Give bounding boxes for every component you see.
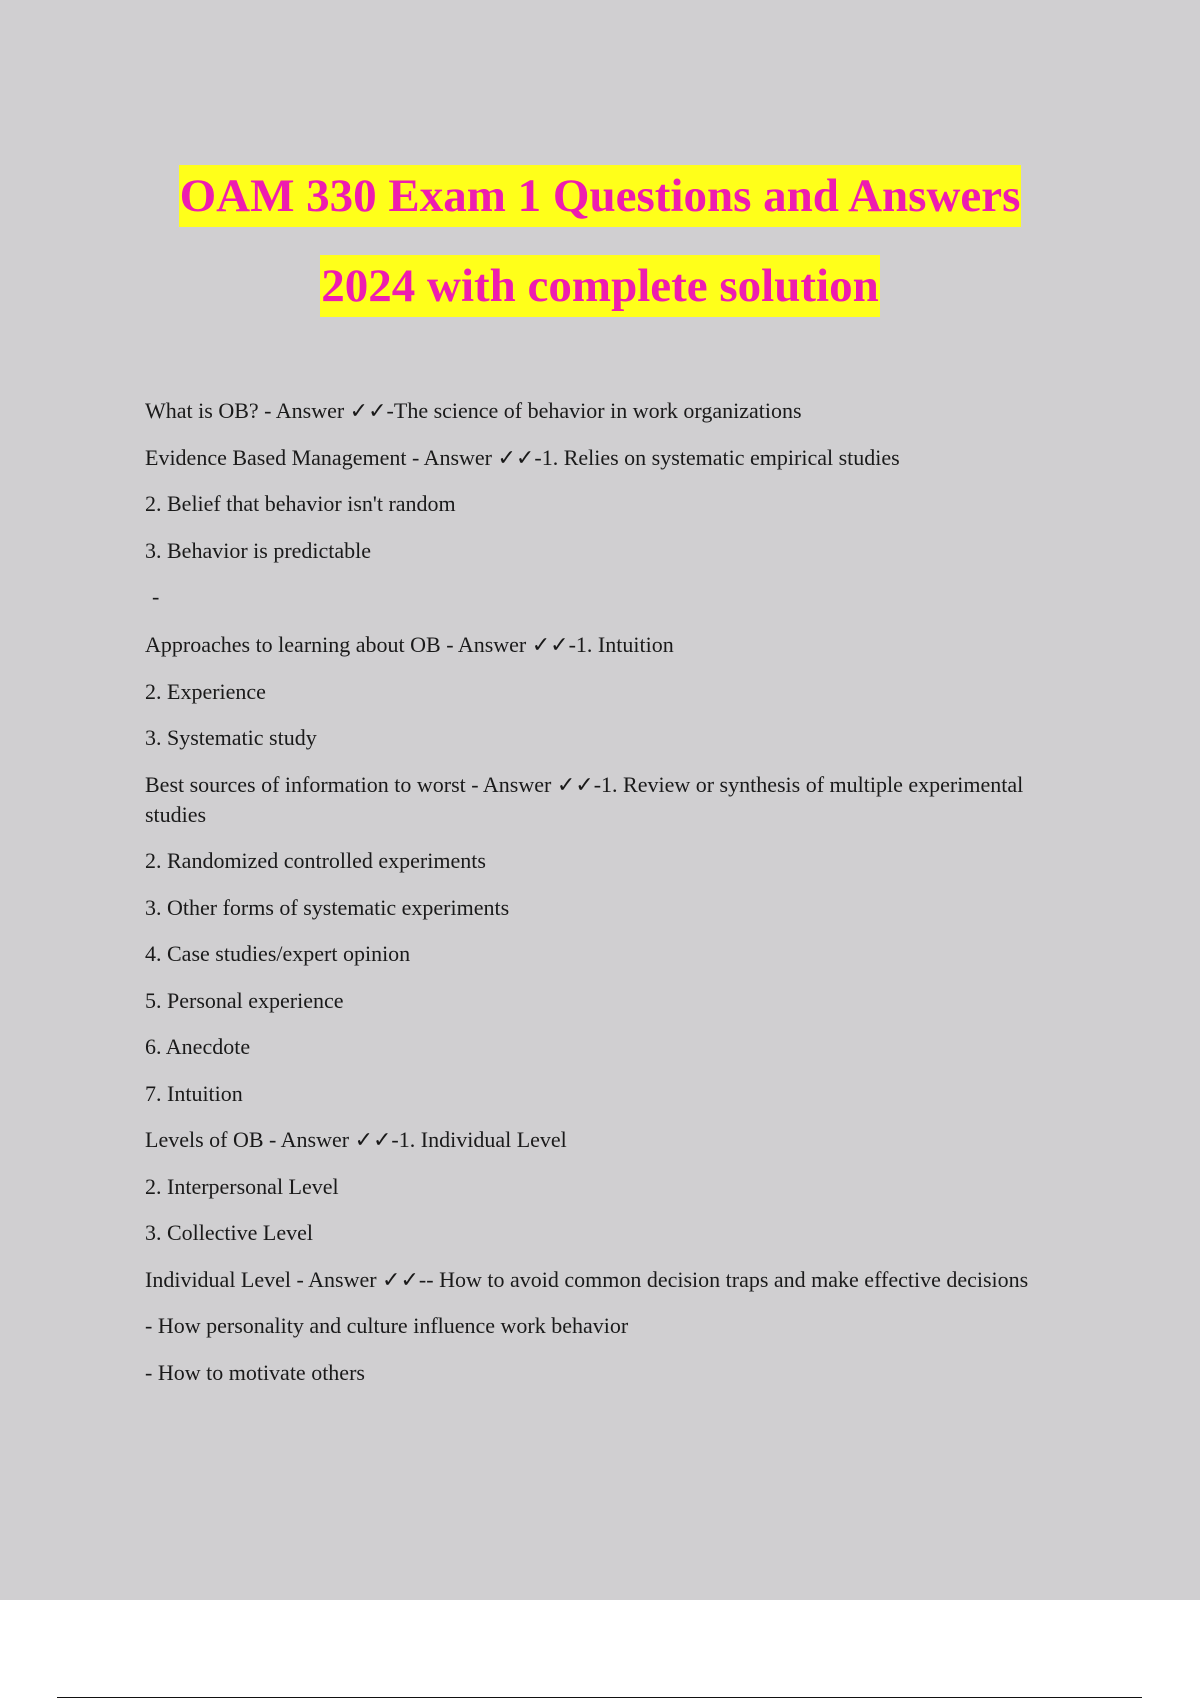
paragraph-ebm-item-2: 2. Belief that behavior isn't random xyxy=(145,491,456,516)
paragraph-individual-item-2: - How personality and culture influence work behavior xyxy=(145,1313,629,1338)
paragraph-approaches-item-3: 3. Systematic study xyxy=(145,725,317,750)
footer-divider xyxy=(57,1697,1142,1698)
title-line-2: 2024 with complete solution xyxy=(320,255,879,317)
paragraph-individual-item-3: - How to motivate others xyxy=(145,1359,365,1385)
paragraph-evidence-based-management: Evidence Based Management - Answer ✓✓-1. Relies on systematic empirical studies xyxy=(145,444,900,470)
paragraph-sources-item-4: 4. Case studies/expert opinion xyxy=(145,941,411,966)
paragraph-what-is-ob: What is OB? - Answer ✓✓-The science of behavior in work organizations xyxy=(145,398,802,423)
document-title xyxy=(0,165,1200,317)
page-footer-area xyxy=(0,1600,1200,1700)
paragraph-levels-item-2: 2. Interpersonal Level xyxy=(145,1173,339,1199)
paragraph-levels-of-ob: Levels of OB - Answer ✓✓-1. Individual Level xyxy=(145,1127,567,1152)
paragraph-sources-item-3: 3. Other forms of systematic experiments xyxy=(145,894,510,920)
paragraph-levels-item-3: 3. Collective Level xyxy=(145,1220,313,1245)
paragraph-sources-item-2: 2. Randomized controlled experiments xyxy=(145,848,486,873)
title-line-1: OAM 330 Exam 1 Questions and Answers xyxy=(179,165,1022,227)
paragraph-individual-level: Individual Level - Answer ✓✓-- How to avoid common decision traps and make effective decisions xyxy=(145,1266,1029,1292)
document-body xyxy=(145,396,1045,1404)
paragraph-best-sources: Best sources of information to worst - Answer ✓✓-1. Review or synthesis of multiple experimental studies xyxy=(145,771,1029,827)
paragraph-sources-item-7: 7. Intuition xyxy=(145,1080,243,1106)
paragraph-dash-separator: - xyxy=(152,584,160,609)
paragraph-approaches-item-2: 2. Experience xyxy=(145,678,266,704)
paragraph-approaches-to-learning: Approaches to learning about OB - Answer ✓✓-1. Intuition xyxy=(145,632,674,657)
paragraph-ebm-item-3: 3. Behavior is predictable xyxy=(145,537,372,563)
paragraph-sources-item-5: 5. Personal experience xyxy=(145,987,344,1013)
paragraph-sources-item-6: 6. Anecdote xyxy=(145,1034,251,1059)
